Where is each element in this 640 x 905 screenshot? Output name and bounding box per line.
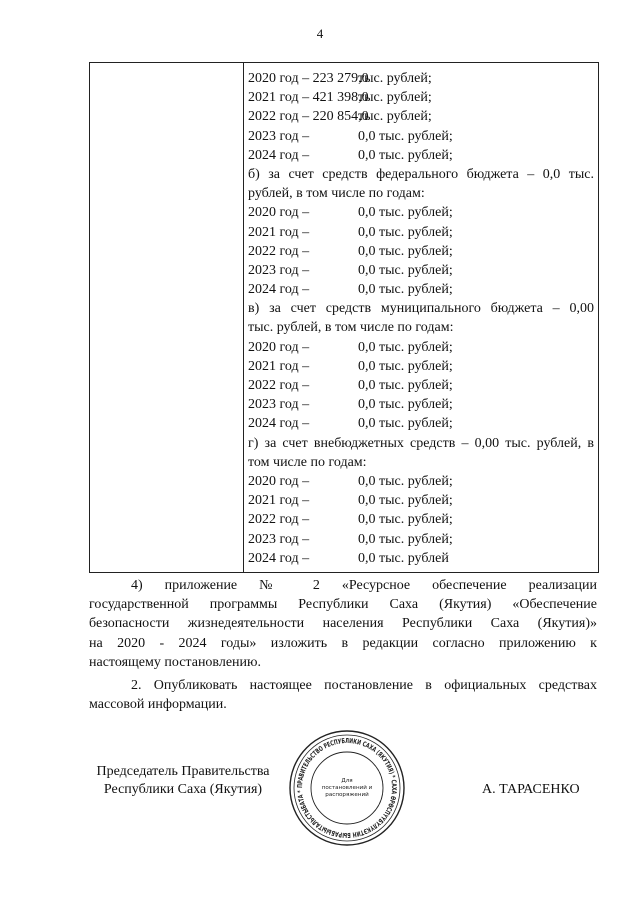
- amount-value: 0,0 тыс. рублей;: [358, 128, 453, 144]
- item4-line: безопасности жизнедеятельности населения Республики Саха (Якутия)»: [89, 616, 597, 632]
- amount-value: 0,0 тыс. рублей;: [358, 282, 453, 298]
- table-year-row: [248, 107, 594, 126]
- table-column-divider: [243, 63, 244, 572]
- seal-inner-text: постановлений и: [321, 785, 373, 791]
- year-label: 2024 год –: [248, 282, 310, 298]
- amount-value: 0,0 тыс. рублей;: [358, 147, 453, 163]
- year-label: 2022 год –: [248, 243, 310, 259]
- table-content-cell: [248, 69, 594, 568]
- seal-inner-text: распоряжений: [325, 792, 369, 798]
- table-text-line: том числе по годам:: [248, 454, 367, 470]
- table-text-line: рублей, в том числе по годам:: [248, 186, 425, 202]
- amount-value: тыс. рублей;: [358, 109, 432, 125]
- table-year-row: [248, 414, 594, 433]
- seal-inner-text: Для: [341, 778, 353, 784]
- item2-line: массовой информации.: [89, 697, 227, 713]
- table-year-row: [248, 376, 594, 395]
- amount-value: 0,0 тыс. рублей;: [358, 397, 453, 413]
- paragraph-item-2: [89, 676, 597, 714]
- amount-value: 0,0 тыс. рублей;: [358, 224, 453, 240]
- table-year-row: [248, 357, 594, 376]
- year-label: 2020 год –: [248, 473, 310, 489]
- amount-value: 0,0 тыс. рублей;: [358, 243, 453, 259]
- table-text-line: г) за счет внебюджетных средств – 0,00 тыс. рублей, в: [248, 435, 594, 451]
- amount-value: 0,0 тыс. рублей: [358, 550, 449, 566]
- item4-line: на 2020 - 2024 годы» изложить в редакции согласно приложению к: [89, 635, 597, 651]
- seal-outer-text: ПРАВИТЕЛЬСТВО РЕСПУБЛИКИ САХА (ЯКУТИЯ) * САХА ӨРӨСПҮҮБҮЛҮКЭТИН БЫРАБЫЫТАЛЬСТЫБАТА *: [295, 736, 399, 840]
- signatory-name: А. ТАРАСЕНКО: [482, 782, 580, 797]
- table-year-row: [248, 491, 594, 510]
- item2-line: 2. Опубликовать настоящее постановление в официальных средствах: [131, 678, 597, 693]
- item4-line: государственной программы Республики Саха (Якутия) «Обеспечение: [89, 597, 597, 613]
- table-year-row: [248, 146, 594, 165]
- year-label: 2020 год –: [248, 205, 310, 221]
- table-year-row: [248, 127, 594, 146]
- amount-value: тыс. рублей;: [358, 90, 432, 106]
- table-text-line: б) за счет средств федерального бюджета – 0,0 тыс.: [248, 166, 594, 182]
- paragraph-item-4: [89, 576, 597, 672]
- funding-table: [89, 62, 599, 573]
- amount-value: 0,0 тыс. рублей;: [358, 473, 453, 489]
- year-label: 2022 год –: [248, 378, 310, 393]
- table-year-row: [248, 510, 594, 529]
- signatory-title-line: Председатель Правительства: [96, 764, 270, 779]
- table-year-row: [248, 530, 594, 549]
- amount-value: 0,0 тыс. рублей;: [358, 531, 453, 547]
- amount-value: 0,0 тыс. рублей;: [358, 205, 453, 221]
- year-label: 2021 год –: [248, 358, 310, 374]
- amount-value: 0,0 тыс. рублей;: [358, 358, 453, 374]
- table-text-line: в) за счет средств муниципального бюджета – 0,00: [248, 301, 594, 317]
- table-year-row: [248, 472, 594, 491]
- table-year-row: [248, 69, 594, 88]
- table-text-line: тыс. рублей, в том числе по годам:: [248, 320, 454, 336]
- year-label: 2021 год –: [248, 493, 310, 509]
- year-label: 2021 год –: [248, 224, 310, 240]
- year-label: 2024 год –: [248, 147, 310, 163]
- amount-value: тыс. рублей;: [358, 71, 432, 86]
- amount-value: 0,0 тыс. рублей;: [358, 262, 453, 278]
- table-year-row: [248, 223, 594, 242]
- table-year-row: [248, 261, 594, 280]
- table-year-row: [248, 88, 594, 107]
- year-label: 2023 год –: [248, 262, 310, 278]
- year-label: 2024 год –: [248, 416, 310, 432]
- amount-value: 0,0 тыс. рублей;: [358, 512, 453, 528]
- amount-value: 0,0 тыс. рублей;: [358, 378, 453, 393]
- year-label: 2020 год –: [248, 339, 310, 355]
- signatory-title-line: Республики Саха (Якутия): [103, 782, 263, 797]
- year-label: 2022 год –: [248, 512, 310, 528]
- year-label: 2021 год – 421 398,0: [248, 90, 369, 106]
- table-year-row: [248, 395, 594, 414]
- year-label: 2023 год –: [248, 531, 310, 547]
- table-year-row: [248, 242, 594, 261]
- table-year-row: [248, 338, 594, 357]
- table-year-row: [248, 280, 594, 299]
- year-label: 2020 год – 223 279,0: [248, 71, 369, 86]
- page-number: 4: [316, 26, 324, 41]
- official-seal: [288, 729, 406, 847]
- amount-value: 0,0 тыс. рублей;: [358, 416, 453, 432]
- amount-value: 0,0 тыс. рублей;: [358, 339, 453, 355]
- amount-value: 0,0 тыс. рублей;: [358, 493, 453, 509]
- year-label: 2023 год –: [248, 128, 310, 144]
- year-label: 2024 год –: [248, 550, 310, 566]
- signatory-title: [80, 763, 286, 799]
- table-year-row: [248, 549, 594, 568]
- item4-line: настоящему постановлению.: [89, 654, 261, 670]
- table-year-row: [248, 203, 594, 222]
- item4-line: 4) приложение № 2 «Ресурсное обеспечение реализации: [131, 578, 597, 593]
- year-label: 2022 год – 220 854,0: [248, 109, 369, 125]
- year-label: 2023 год –: [248, 397, 310, 413]
